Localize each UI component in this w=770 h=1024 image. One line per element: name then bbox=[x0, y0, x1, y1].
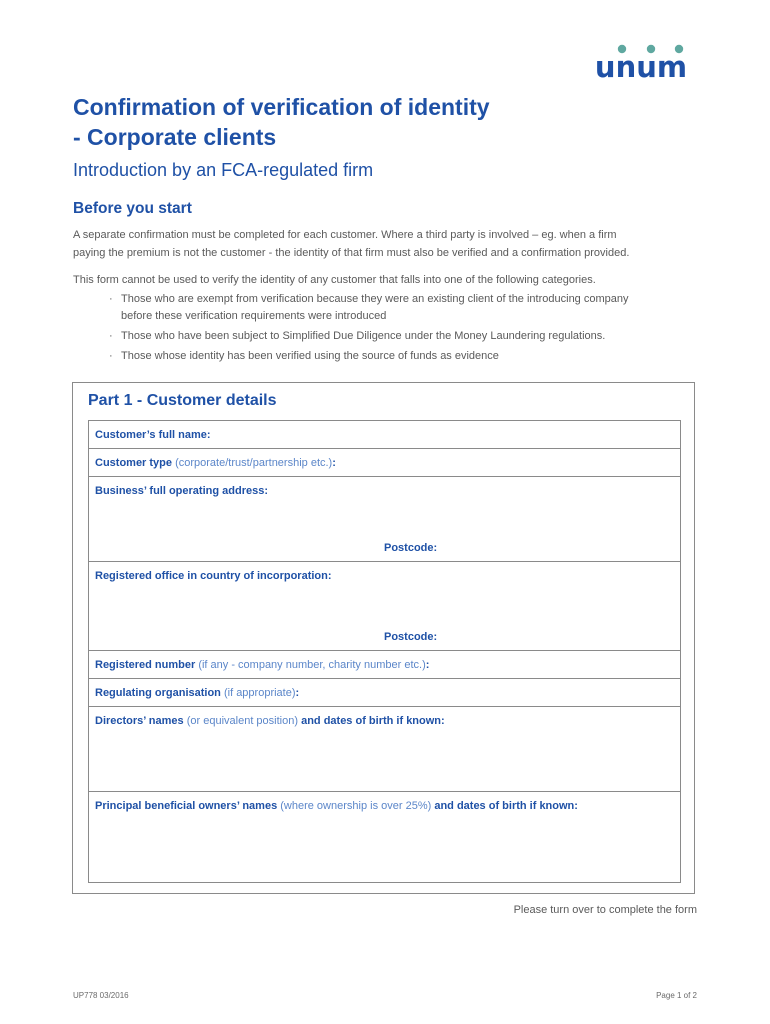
field-suffix: : bbox=[425, 659, 430, 671]
field-note: (or equivalent position) bbox=[186, 715, 299, 727]
turn-over-note: Please turn over to complete the form bbox=[513, 904, 697, 916]
field-note: (corporate/trust/partnership etc.) bbox=[175, 457, 333, 469]
field-suffix: : bbox=[295, 687, 300, 699]
beneficial-owners-field[interactable] bbox=[89, 792, 680, 882]
field-note: (where ownership is over 25%) bbox=[280, 800, 432, 812]
unum-logo-graphic bbox=[585, 44, 697, 80]
field-label: Customer’s full name: bbox=[95, 429, 211, 441]
field-label: Customer type bbox=[95, 457, 173, 469]
field-label: Business’ full operating address: bbox=[95, 485, 268, 497]
postcode-label: Postcode: bbox=[384, 542, 438, 554]
field-label: Principal beneficial owners’ names bbox=[95, 800, 278, 812]
field-suffix: and dates of birth if known: bbox=[301, 715, 445, 727]
exclusion-list bbox=[104, 291, 694, 368]
before-you-start-heading: Before you start bbox=[73, 200, 192, 217]
field-suffix: and dates of birth if known: bbox=[434, 800, 578, 812]
part1-title: Part 1 - Customer details bbox=[88, 392, 277, 409]
title-line-2: - Corporate clients bbox=[73, 124, 277, 150]
customer-details-form bbox=[88, 420, 681, 883]
directors-names-field[interactable] bbox=[89, 707, 680, 792]
list-item bbox=[104, 291, 694, 325]
title-line-1: Confirmation of verification of identity bbox=[73, 94, 490, 120]
list-item-line-1: Those whose identity has been verified using the source of funds as evidence bbox=[121, 350, 499, 362]
bullet-icon: · bbox=[109, 293, 113, 305]
bullet-icon: · bbox=[109, 350, 113, 362]
field-note: (if appropriate) bbox=[223, 687, 296, 699]
field-label: Regulating organisation bbox=[95, 687, 221, 699]
intro-paragraph bbox=[73, 226, 698, 262]
postcode-label: Postcode: bbox=[384, 631, 438, 643]
list-item bbox=[104, 348, 694, 365]
business-address-field[interactable] bbox=[89, 477, 680, 562]
field-label: Registered number bbox=[95, 659, 196, 671]
intro-line-1: A separate confirmation must be completed for each customer. Where a third party is involved – eg. when a firm bbox=[73, 229, 617, 241]
field-label: Registered office in country of incorporation: bbox=[95, 570, 332, 582]
unum-logo bbox=[585, 44, 697, 80]
categories-paragraph: This form cannot be used to verify the identity of any customer that falls into one of the following categories. bbox=[73, 274, 596, 286]
list-item-line-1: Those who have been subject to Simplified Due Diligence under the Money Laundering regulations. bbox=[121, 330, 606, 342]
field-label: Directors’ names bbox=[95, 715, 184, 727]
page-title bbox=[73, 92, 713, 152]
regulating-organisation-field[interactable] bbox=[89, 679, 680, 707]
field-note: (if any - company number, charity number etc.) bbox=[198, 659, 426, 671]
customer-type-field[interactable] bbox=[89, 449, 680, 477]
field-suffix: : bbox=[332, 457, 336, 469]
list-item-line-1: Those who are exempt from verification because they were an existing client of the introducing company bbox=[121, 293, 629, 305]
svg-text:unum: unum bbox=[594, 50, 688, 80]
customer-full-name-field[interactable] bbox=[89, 421, 680, 449]
list-item-line-2: before these verification requirements were introduced bbox=[121, 310, 387, 322]
intro-line-2: paying the premium is not the customer - the identity of that firm must also be verified and a confirmation provided. bbox=[73, 247, 630, 259]
page-number: Page 1 of 2 bbox=[656, 991, 697, 1000]
list-item bbox=[104, 328, 694, 345]
registered-number-field[interactable] bbox=[89, 651, 680, 679]
registered-office-field[interactable] bbox=[89, 562, 680, 651]
form-code: UP778 03/2016 bbox=[73, 991, 129, 1000]
bullet-icon: · bbox=[109, 330, 113, 342]
page-subtitle: Introduction by an FCA-regulated firm bbox=[73, 160, 374, 180]
